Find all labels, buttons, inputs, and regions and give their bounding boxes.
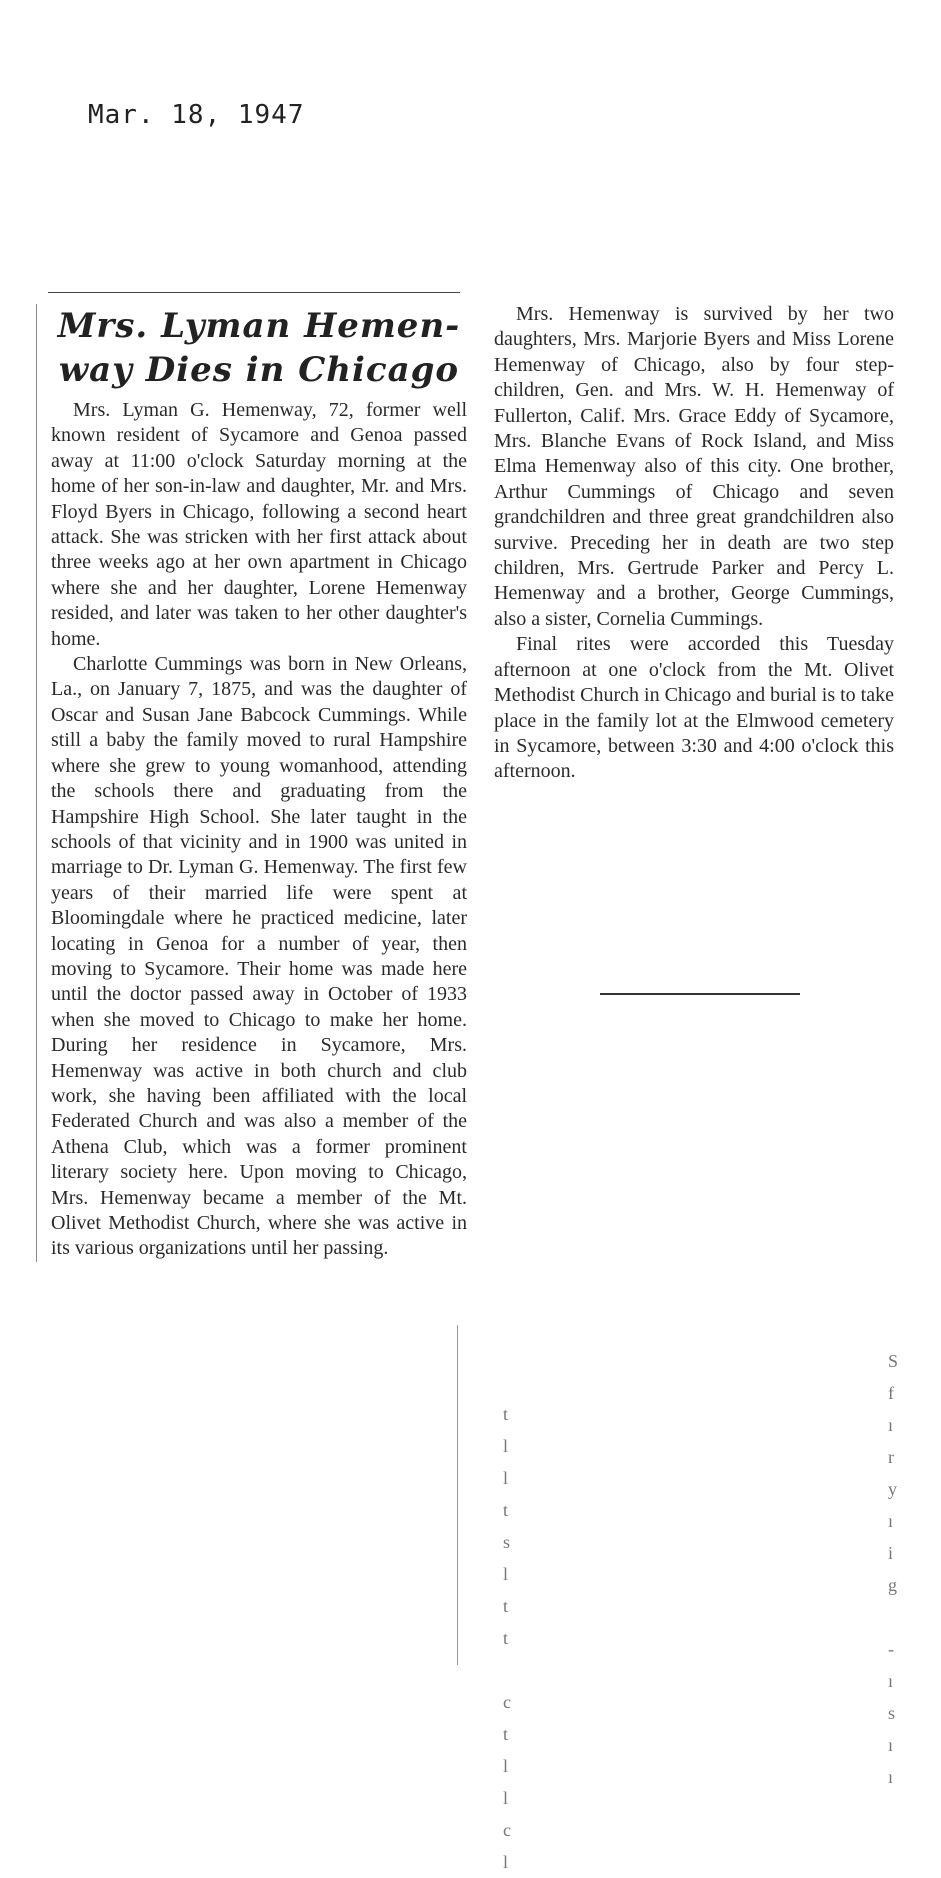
top-rule (48, 292, 460, 293)
headline-line-1: Mrs. Lyman Hemen- (57, 306, 461, 346)
paragraph-final-rites: Final rites were accorded this Tuesday afternoon at one o'clock from the Mt. Olivet Methodist Church in Chicago and burial is to take place in the family lot at the Elmwood cemetery in Sycamore, between 3:30 and 4:00 o'clock this afternoon. (494, 633, 894, 783)
column-divider (457, 1325, 458, 1665)
paragraph-survivors: Mrs. Hemenway is survived by her two daughters, Mrs. Marjorie Byers and Miss Lorene Hemenway of Chicago, also by four step-children, Gen. and Mrs. W. H. Hemenway of Fullerton, Calif. Mrs. Grace Eddy of Sycamore, Mrs. Blanche Evans of Rock Island, and Miss Elma Hemenway also of this city. One brother, Arthur Cummings of Chicago and seven grandchildren and three great grandchildren also survive. Preceding her in death are two step children, Mrs. Gertrude Parker and Percy L. Hemenway and a brother, George Cummings, also a sister, Cornelia Cummings. (494, 303, 894, 630)
margin-fragment-right: S f ı r y ı i g - ı s ı ı (888, 1351, 899, 1787)
margin-fragment-middle: t l l t s l t t c t l l c l (503, 1404, 511, 1872)
paragraph-obituary-opening: Mrs. Lyman G. Hemenway, 72, former well known resident of Sycamore and Genoa passed away at 11:00 o'clock Saturday morning at the home of her son-in-law and daughter, Mr. and Mrs. Floyd Byers in Chicago, following a second heart attack. She was stricken with her first attack about three weeks ago at her own apartment in Chicago where she and her daughter, Lorene Hemenway resided, and later was taken to her other daughter's home. (51, 399, 467, 650)
article-column-right (494, 302, 894, 785)
article-end-rule (600, 993, 800, 995)
article-column-left (36, 304, 467, 1262)
headline-line-2: way Dies in Chicago (58, 350, 460, 390)
clipping-date: Mar. 18, 1947 (88, 100, 305, 130)
article-headline (51, 304, 467, 392)
paragraph-biography: Charlotte Cummings was born in New Orleans, La., on January 7, 1875, and was the daughter of Oscar and Susan Jane Babcock Cummings. While still a baby the family moved to rural Hampshire where she grew to young womanhood, attending the schools there and graduating from the Hampshire High School. She later taught in the schools of that vicinity and in 1900 was united in marriage to Dr. Lyman G. Hemenway. The first few years of their married life were spent at Bloomingdale where he practiced medicine, later locating in Genoa for a number of year, then moving to Sycamore. Their home was made here until the doctor passed away in October of 1933 when she moved to Chicago to make her home. During her residence in Sycamore, Mrs. Hemenway was active in both church and club work, she having been affiliated with the local Federated Church and was also a member of the Athena Club, which was a former prominent literary society here. Upon moving to Chicago, Mrs. Hemenway became a member of the Mt. Olivet Methodist Church, where she was active in its various organizations until her passing. (51, 653, 467, 1260)
